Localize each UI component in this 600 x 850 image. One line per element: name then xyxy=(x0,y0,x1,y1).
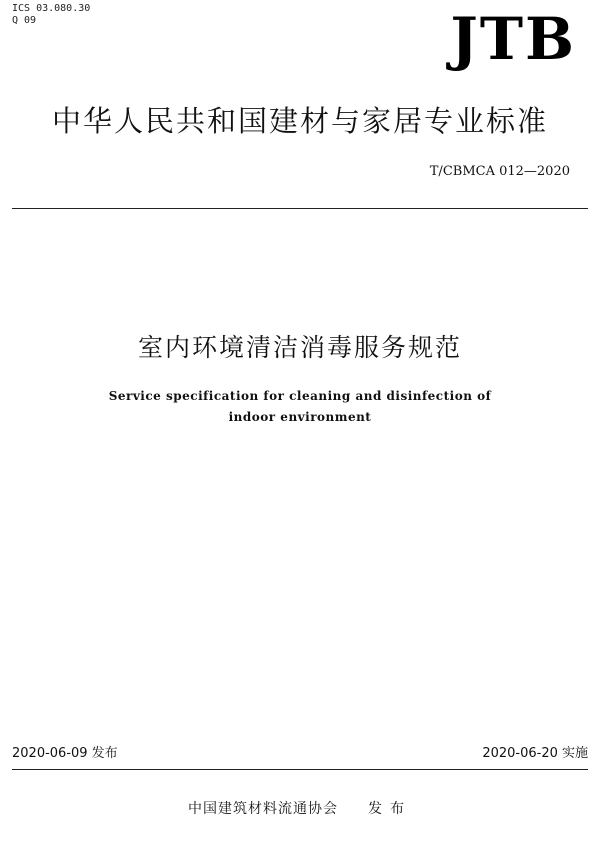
publisher-line xyxy=(0,800,600,818)
document-title-english-line2: indoor environment xyxy=(228,410,372,424)
ics-code: ICS 03.080.30 xyxy=(12,3,91,14)
top-divider xyxy=(12,208,588,209)
document-title-english xyxy=(80,386,520,428)
jtb-logo: JTB xyxy=(450,5,576,73)
standard-number: T/CBMCA 012—2020 xyxy=(429,164,570,179)
document-title-english-line1: Service specification for cleaning and disinfection of xyxy=(108,389,492,403)
classification-code: Q 09 xyxy=(12,15,37,26)
ics-classification-block xyxy=(12,3,90,27)
document-title-chinese: 室内环境清洁消毒服务规范 xyxy=(137,333,462,362)
implementation-date: 2020-06-20 实施 xyxy=(482,746,588,761)
publisher-action: 发布 xyxy=(368,801,412,817)
issue-date: 2020-06-09 发布 xyxy=(12,746,118,761)
publisher-name: 中国建筑材料流通协会 xyxy=(188,801,338,817)
bottom-divider xyxy=(12,769,588,770)
standard-category-title: 中华人民共和国建材与家居专业标准 xyxy=(51,104,548,138)
